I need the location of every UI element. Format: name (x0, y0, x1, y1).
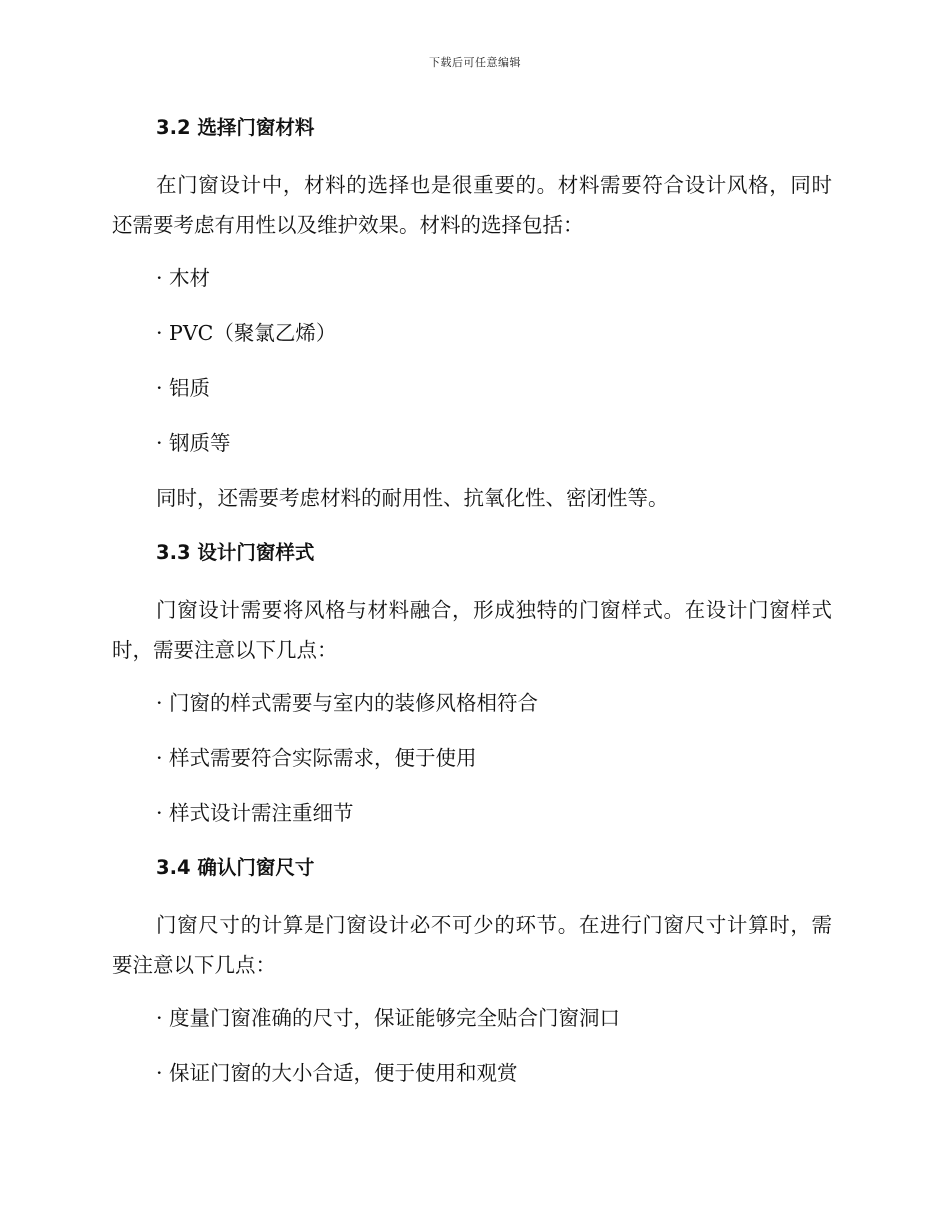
bullet-item: · 铝质 (156, 376, 211, 400)
section-heading-3-3: 3.3 设计门窗样式 (156, 541, 315, 564)
section-heading-3-2: 3.2 选择门窗材料 (156, 116, 315, 139)
section-3-4-paragraph: 门窗尺寸的计算是门窗设计必不可少的环节。在进行门窗尺寸计算时，需要注意以下几点： (112, 913, 832, 977)
bullet-item: · 保证门窗的大小合适，便于使用和观赏 (156, 1061, 518, 1085)
bullet-item: · 门窗的样式需要与室内的装修风格相符合 (156, 691, 539, 715)
bullet-item: · 度量门窗准确的尺寸，保证能够完全贴合门窗洞口 (156, 1006, 621, 1030)
document-body (112, 110, 832, 1110)
section-3-3-paragraph: 门窗设计需要将风格与材料融合，形成独特的门窗样式。在设计门窗样式时，需要注意以下几点： (112, 598, 832, 662)
bullet-item: · 钢质等 (156, 431, 231, 455)
bullet-item: · 样式需要符合实际需求，便于使用 (156, 746, 477, 770)
section-3-2-paragraph: 在门窗设计中，材料的选择也是很重要的。材料需要符合设计风格，同时还需要考虑有用性以及维护效果。材料的选择包括： (112, 173, 832, 237)
bullet-item: · PVC（聚氯乙烯） (156, 321, 337, 345)
page-header: 下载后可任意编辑 (429, 56, 521, 69)
section-heading-3-4: 3.4 确认门窗尺寸 (156, 856, 315, 879)
bullet-item: · 木材 (156, 266, 211, 290)
section-3-2-closing: 同时，还需要考虑材料的耐用性、抗氧化性、密闭性等。 (156, 486, 669, 510)
bullet-item: · 样式设计需注重细节 (156, 801, 354, 825)
